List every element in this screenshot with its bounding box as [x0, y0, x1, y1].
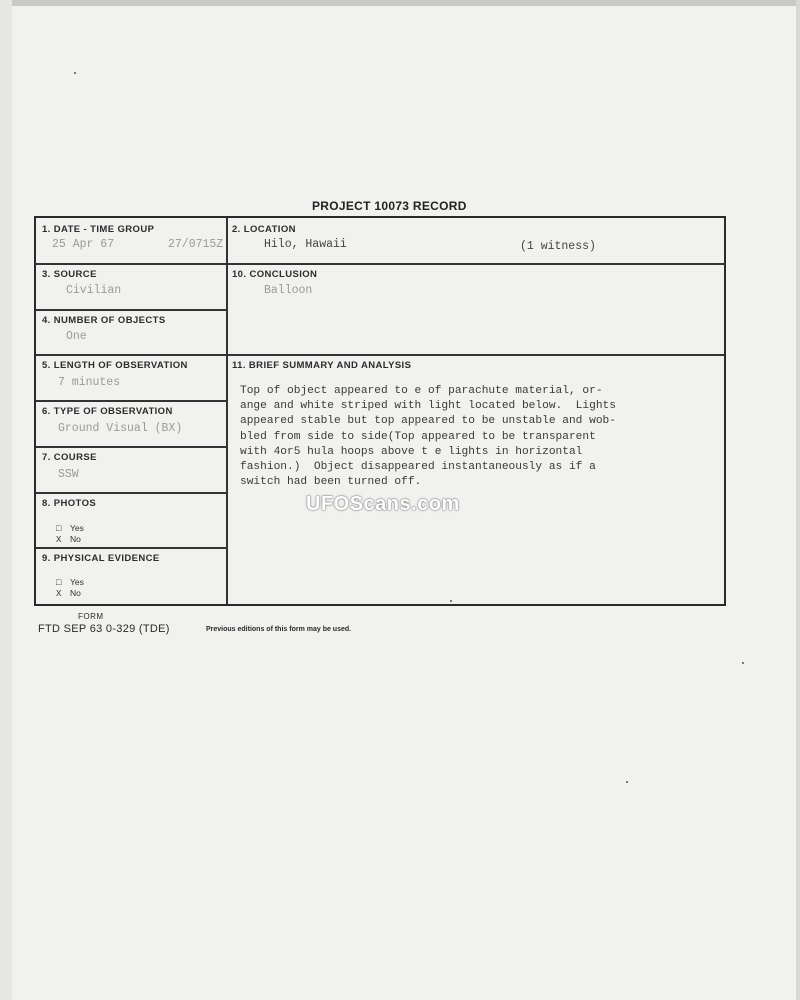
conclusion-value: Balloon — [264, 284, 313, 297]
course-value: SSW — [58, 468, 79, 481]
checkbox-icon: □ — [56, 578, 62, 588]
page-edge — [796, 0, 800, 1000]
checkbox-checked-icon: X — [56, 589, 62, 599]
source-label: 3. SOURCE — [42, 269, 97, 280]
number-of-objects-value: One — [66, 330, 87, 343]
row-divider — [36, 547, 226, 549]
form-note: Previous editions of this form may be used. — [206, 626, 352, 633]
form-title: PROJECT 10073 RECORD — [312, 199, 467, 213]
summary-label: 11. BRIEF SUMMARY AND ANALYSIS — [232, 360, 412, 371]
form-word: FORM — [78, 612, 104, 621]
page-edge — [0, 0, 800, 6]
length-of-observation-label: 5. LENGTH OF OBSERVATION — [42, 360, 188, 371]
row-divider — [36, 400, 226, 402]
paper-speck — [742, 662, 744, 664]
checkbox-checked-icon: X — [56, 535, 62, 545]
photos-yes-option — [56, 523, 84, 534]
row-divider — [36, 354, 724, 356]
time-value: 27/0715Z — [168, 238, 224, 251]
course-label: 7. COURSE — [42, 452, 97, 463]
physical-evidence-yes-option — [56, 577, 84, 588]
form-id: FTD SEP 63 0-329 (TDE) — [38, 623, 170, 635]
watermark: UFOScans.com — [306, 493, 460, 515]
row-divider — [36, 263, 724, 265]
photos-label: 8. PHOTOS — [42, 498, 97, 509]
row-divider — [36, 492, 226, 494]
row-divider — [36, 446, 226, 448]
paper-speck — [74, 72, 76, 74]
checkbox-icon: □ — [56, 524, 62, 534]
physical-evidence-label: 9. PHYSICAL EVIDENCE — [42, 553, 160, 564]
type-of-observation-label: 6. TYPE OF OBSERVATION — [42, 406, 173, 417]
photos-no-option — [56, 534, 81, 545]
page-edge — [0, 0, 12, 1000]
physical-evidence-no-label: No — [70, 588, 81, 598]
witness-count: (1 witness) — [520, 240, 596, 253]
physical-evidence-no-option — [56, 588, 81, 599]
source-value: Civilian — [66, 284, 122, 297]
row-divider — [36, 309, 226, 311]
location-label: 2. LOCATION — [232, 224, 296, 235]
column-divider — [226, 218, 228, 604]
date-time-group-label: 1. DATE - TIME GROUP — [42, 224, 155, 235]
physical-evidence-yes-label: Yes — [70, 577, 84, 587]
summary-text: Top of object appeared to e of parachute material, or- ange and white striped with light located below. Lights appeared stable but top appeared to be unstable and wob- bled from side to side(Top appeared to be transparent with 4or5 hula hoops above t e lights in horizontal fashion.) Object disappeared instantaneously as if a switch had been turned off. — [240, 385, 616, 489]
date-value: 25 Apr 67 — [52, 238, 115, 251]
paper-speck — [626, 781, 628, 783]
length-of-observation-value: 7 minutes — [58, 376, 121, 389]
photos-yes-label: Yes — [70, 523, 84, 533]
photos-no-label: No — [70, 534, 81, 544]
location-value: Hilo, Hawaii — [264, 238, 347, 251]
conclusion-label: 10. CONCLUSION — [232, 269, 318, 280]
type-of-observation-value: Ground Visual (BX) — [58, 422, 183, 435]
number-of-objects-label: 4. NUMBER OF OBJECTS — [42, 315, 166, 326]
